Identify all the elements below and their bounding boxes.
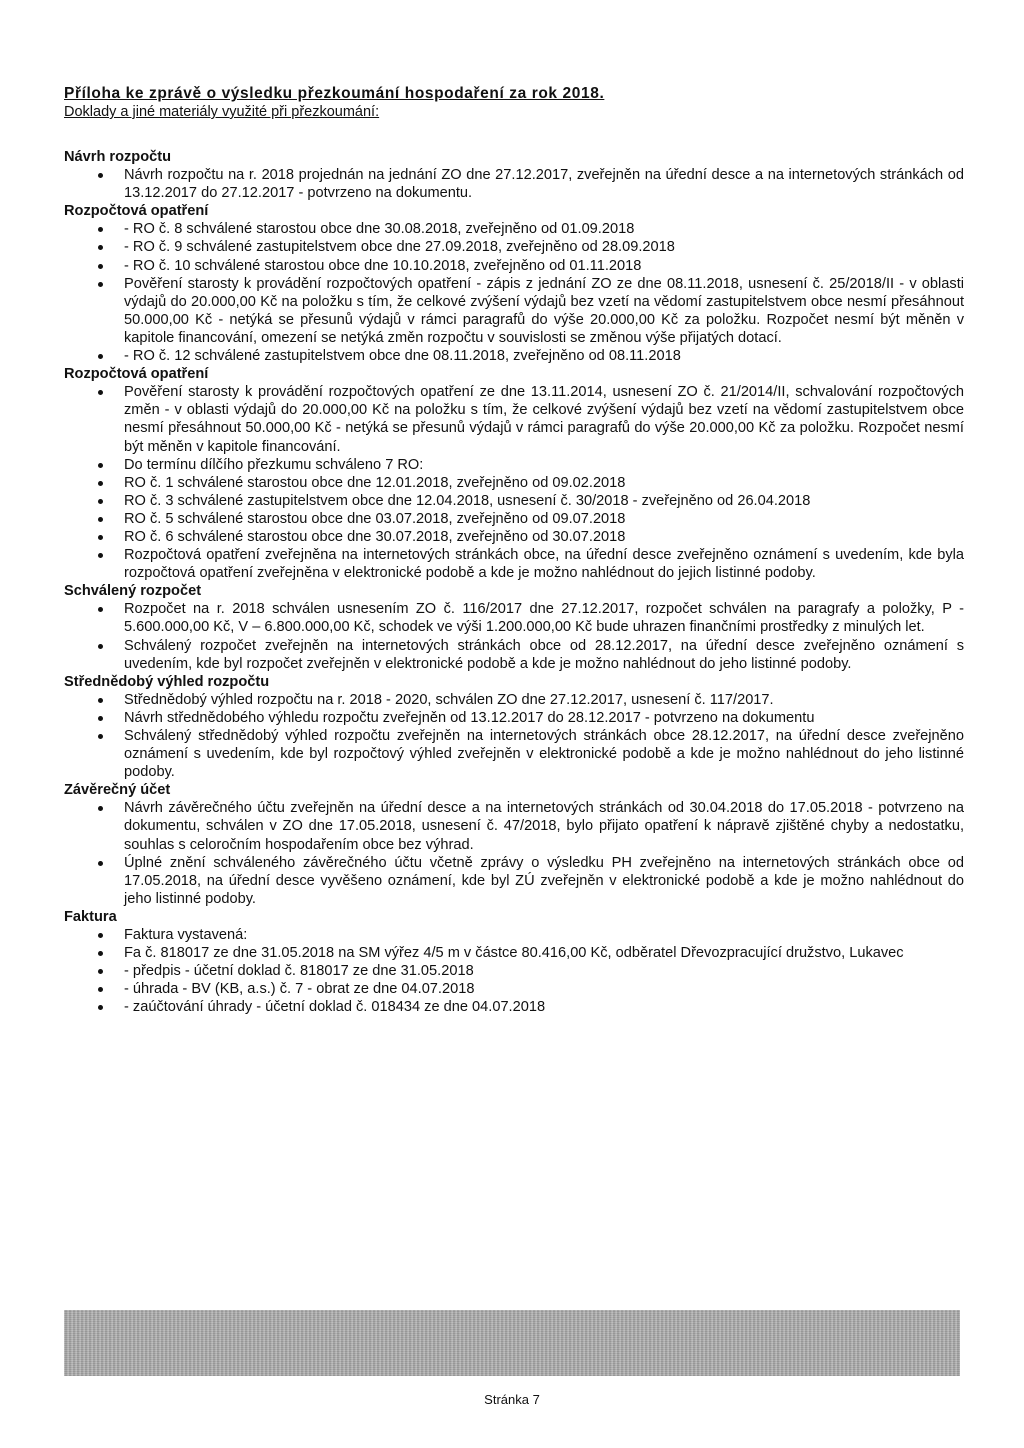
list-item xyxy=(64,474,964,492)
list-item-text: - RO č. 12 schválené zastupitelstvem obce dne 08.11.2018, zveřejněno od 08.11.2018 xyxy=(124,348,681,365)
list-item xyxy=(64,600,964,636)
list-item-text: Schválený rozpočet zveřejněn na internetových stránkách obce od 28.12.2017, na úřední desce zveřejněno oznámení s uvedením, kde byl rozpočet zveřejněn v elektronické podobě a kde je možno nahlédnout do jeho listinné podoby. xyxy=(124,637,964,672)
bullet-icon xyxy=(98,535,103,540)
bullet-icon xyxy=(98,499,103,504)
list-item-text: RO č. 6 schválené starostou obce dne 30.07.2018, zveřejněno od 30.07.2018 xyxy=(124,528,626,545)
list-item xyxy=(64,727,964,781)
section-heading: Schválený rozpočet xyxy=(64,583,202,600)
list-item xyxy=(64,456,964,474)
section-heading: Návrh rozpočtu xyxy=(64,149,172,165)
list-item-text: RO č. 1 schválené starostou obce dne 12.01.2018, zveřejněno od 09.02.2018 xyxy=(124,474,626,491)
bullet-icon xyxy=(98,734,103,739)
list-item xyxy=(64,492,964,510)
list-item-text: Návrh rozpočtu na r. 2018 projednán na jednání ZO dne 27.12.2017, zveřejněn na úřední desce a na internetových stránkách od 13.12.2017 do 27.12.2017 - potvrzeno na dokumentu. xyxy=(124,167,964,202)
list-item xyxy=(64,257,964,275)
section xyxy=(64,582,964,672)
document-body xyxy=(64,148,964,1017)
section-heading: Rozpočtová opatření xyxy=(64,366,209,383)
list-item xyxy=(64,691,964,709)
bullet-icon xyxy=(98,644,103,649)
list-item-text: Návrh střednědobého výhledu rozpočtu zveřejněn od 13.12.2017 do 28.12.2017 - potvrzeno na dokumentu xyxy=(124,709,815,726)
bullet-icon xyxy=(98,716,103,721)
list-item-text: Do termínu dílčího přezkumu schváleno 7 RO: xyxy=(124,456,424,473)
document-subtitle: Doklady a jiné materiály využité při přezkoumání: xyxy=(64,104,380,120)
list-item-text: - RO č. 10 schválené starostou obce dne 10.10.2018, zveřejněno od 01.11.2018 xyxy=(124,257,642,274)
bullet-icon xyxy=(98,173,103,178)
section-heading: Závěrečný účet xyxy=(64,782,171,799)
section xyxy=(64,673,964,782)
list-item-text: RO č. 5 schválené starostou obce dne 03.07.2018, zveřejněno od 09.07.2018 xyxy=(124,510,626,527)
list-item xyxy=(64,944,964,962)
bullet-icon xyxy=(98,227,103,232)
bullet-icon xyxy=(98,390,103,395)
bullet-icon xyxy=(98,969,103,974)
list-item xyxy=(64,980,964,998)
list-item xyxy=(64,962,964,980)
list-item-text: Střednědobý výhled rozpočtu na r. 2018 - 2020, schválen ZO dne 27.12.2017, usnesení č. 117/2017. xyxy=(124,691,774,708)
list-item-text: - RO č. 9 schválené zastupitelstvem obce dne 27.09.2018, zveřejněno od 28.09.2018 xyxy=(124,239,675,256)
section xyxy=(64,781,964,908)
list-item xyxy=(64,528,964,546)
bullet-icon xyxy=(98,1005,103,1010)
list-item-text: Pověření starosty k provádění rozpočtových opatření ze dne 13.11.2014, usnesení ZO č. 21/2014/II, schvalování rozpočtových změn - v oblasti výdajů do 20.000,00 Kč na položku s tím, že celkové zvýšení výdajů bez vzetí na vědomí zastupitelstvem obce nesmí přesáhnout 50.000,00 Kč - netýká se přesunů výdajů v rámci paragrafů do výše 20.000,00 Kč za položku. Rozpočet nesmí být měněn v kapitole financování. xyxy=(124,384,964,455)
bullet-icon xyxy=(98,951,103,956)
bullet-icon xyxy=(98,245,103,250)
list-item-text: RO č. 3 schválené zastupitelstvem obce dne 12.04.2018, usnesení č. 30/2018 - zveřejněno od 26.04.2018 xyxy=(124,492,811,509)
list-item xyxy=(64,347,964,365)
bullet-icon xyxy=(98,354,103,359)
list-item xyxy=(64,220,964,238)
list-item xyxy=(64,238,964,256)
list-item xyxy=(64,383,964,455)
bullet-icon xyxy=(98,806,103,811)
section xyxy=(64,202,964,365)
section xyxy=(64,148,964,202)
list-item-text: Úplné znění schváleného závěrečného účtu včetně zprávy o výsledku PH zveřejněno na internetových stránkách obce od 17.05.2018, na úřední desce vyvěšeno oznámení, kde byl ZÚ zveřejněn v elektronické podobě a kde je možno nahlédnout do jeho listinné podoby. xyxy=(124,854,964,907)
list-item xyxy=(64,998,964,1016)
list-item-text: - předpis - účetní doklad č. 818017 ze dne 31.05.2018 xyxy=(124,963,474,980)
bullet-icon xyxy=(98,517,103,522)
list-item-text: Faktura vystavená: xyxy=(124,927,248,944)
bullet-icon xyxy=(98,264,103,269)
document-title: Příloha ke zprávě o výsledku přezkoumání hospodaření za rok 2018. xyxy=(64,85,605,102)
bullet-icon xyxy=(98,282,103,287)
list-item xyxy=(64,854,964,908)
bullet-icon xyxy=(98,987,103,992)
list-item-text: Návrh závěrečného účtu zveřejněn na úřední desce a na internetových stránkách od 30.04.2018 do 17.05.2018 - potvrzeno na dokumentu, schválen v ZO dne 17.05.2018, usnesení č. 47/2018, bylo přijato opatření k nápravě zjištěné chyby a nedostatku, souhlas s celoročním hospodařením obce bez výhrad. xyxy=(124,800,964,853)
bullet-icon xyxy=(98,933,103,938)
bullet-icon xyxy=(98,698,103,703)
list-item xyxy=(64,799,964,853)
bullet-icon xyxy=(98,553,103,558)
section-heading: Faktura xyxy=(64,908,117,925)
bullet-icon xyxy=(98,463,103,468)
list-item xyxy=(64,546,964,582)
list-item-text: - zaúčtování úhrady - účetní doklad č. 018434 ze dne 04.07.2018 xyxy=(124,999,546,1016)
list-item xyxy=(64,510,964,528)
section xyxy=(64,365,964,582)
bullet-icon xyxy=(98,481,103,486)
section-heading: Střednědobý výhled rozpočtu xyxy=(64,673,270,690)
list-item xyxy=(64,709,964,727)
list-item-text: Fa č. 818017 ze dne 31.05.2018 na SM výřez 4/5 m v částce 80.416,00 Kč, odběratel Dřevozpracující družstvo, Lukavec xyxy=(124,945,904,962)
section-heading: Rozpočtová opatření xyxy=(64,203,209,220)
list-item xyxy=(64,275,964,347)
list-item xyxy=(64,926,964,944)
bullet-icon xyxy=(98,607,103,612)
list-item-text: - úhrada - BV (KB, a.s.) č. 7 - obrat ze dne 04.07.2018 xyxy=(124,981,475,998)
list-item-text: Rozpočet na r. 2018 schválen usnesením ZO č. 116/2017 dne 27.12.2017, rozpočet schválen na paragrafy a položky, P - 5.600.000,00 Kč, V – 6.800.000,00 Kč, schodek ve výši 1.200.000,00 Kč bude uhrazen finančními prostředky z minulých let. xyxy=(124,601,964,636)
list-item xyxy=(64,166,964,202)
list-item xyxy=(64,637,964,673)
footer-band xyxy=(64,1310,960,1376)
page-number: Stránka 7 xyxy=(484,1392,540,1407)
document-header xyxy=(64,84,964,121)
list-item-text: Schválený střednědobý výhled rozpočtu zveřejněn na internetových stránkách obce 28.12.2017, na úřední desce zveřejněno oznámení s uvedením, kde byl rozpočtový výhled zveřejněn v elektronické podobě a kde je možno nahlédnout do jeho listinné podoby. xyxy=(124,728,964,781)
section xyxy=(64,908,964,1017)
list-item-text: - RO č. 8 schválené starostou obce dne 30.08.2018, zveřejněno od 01.09.2018 xyxy=(124,221,635,238)
bullet-icon xyxy=(98,861,103,866)
list-item-text: Rozpočtová opatření zveřejněna na internetových stránkách obce, na úřední desce zveřejněno oznámení s uvedením, kde byla rozpočtová opatření zveřejněna v elektronické podobě a kde je možno nahlédnout do jejich listinné podoby. xyxy=(124,547,964,582)
list-item-text: Pověření starosty k provádění rozpočtových opatření - zápis z jednání ZO ze dne 08.11.2018, usnesení č. 25/2018/II - v oblasti výdajů do 20.000,00 Kč na položku s tím, že celkové zvýšení výdajů bez vzetí na vědomí zastupitelstvem obce nesmí přesáhnout 50.000,00 Kč - netýká se přesunů výdajů v rámci paragrafů do výše 20.000,00 Kč za položku. Rozpočet nesmí být měněn v kapitole financování, omezení se netýká změn rozpočtu v souvislosti se změnou výše přijatých dotací. xyxy=(124,275,964,346)
